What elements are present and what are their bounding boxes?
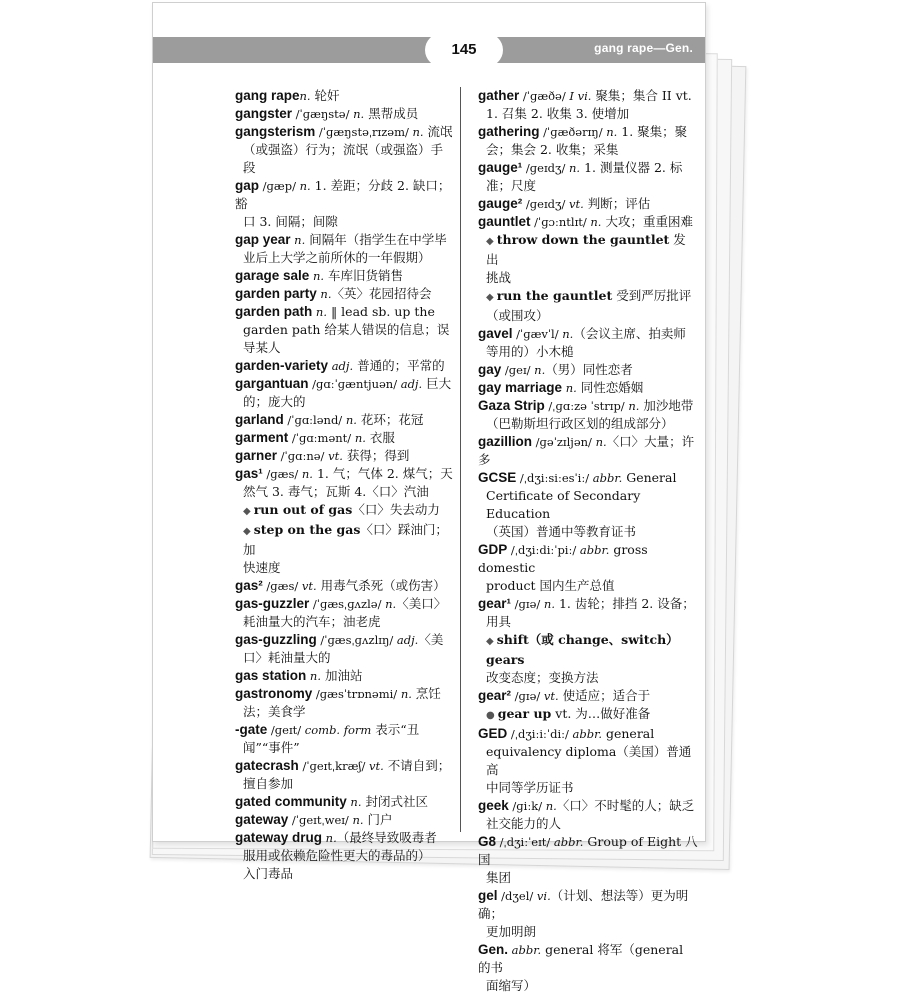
dictionary-line <box>235 829 453 847</box>
phonetic: /ˈɡæðə/ <box>519 89 566 103</box>
dictionary-line <box>478 195 698 213</box>
part-of-speech: n. <box>591 435 607 449</box>
definition-text: general <box>602 726 655 741</box>
dictionary-line <box>235 577 453 595</box>
dictionary-line <box>235 339 453 357</box>
part-of-speech: abbr. <box>568 727 602 741</box>
phonetic: /ɡeɪdʒ/ <box>522 161 566 175</box>
definition-text: Certificate of Secondary Education <box>486 488 641 521</box>
diamond-bullet-icon: ◆ <box>243 506 251 517</box>
definition-text: 轮奸 <box>310 88 340 103</box>
dictionary-line <box>478 833 698 869</box>
dictionary-line <box>478 523 698 541</box>
part-of-speech: n. <box>299 89 311 103</box>
definition-text: 黑帮成员 <box>364 106 419 121</box>
definition-text: 使适应；适合于 <box>558 688 651 703</box>
headword: gangsterism <box>235 124 316 139</box>
part-of-speech: n. <box>624 399 640 413</box>
part-of-speech: n. <box>290 233 306 247</box>
dictionary-line <box>478 213 698 231</box>
phonetic: /ɡæs/ <box>262 579 299 593</box>
definition-text: garden path 给某人错误的信息；误 <box>243 322 450 337</box>
definition-text: 耗油量大的汽车；油老虎 <box>243 614 381 629</box>
dictionary-line <box>235 123 453 141</box>
definition-text: 等用的）小木槌 <box>486 344 574 359</box>
phonetic: /ˈɡɑːnə/ <box>277 449 325 463</box>
dictionary-line <box>235 411 453 429</box>
headword: Gaza Strip <box>478 398 545 413</box>
headword: GCSE <box>478 470 517 485</box>
definition-text: 花环；花冠 <box>356 412 424 427</box>
dictionary-line <box>235 447 453 465</box>
phonetic: /ɡəˈzɪljən/ <box>532 435 592 449</box>
dictionary-line <box>235 141 453 177</box>
dictionary-line <box>235 303 453 321</box>
definition-text: 会；集会 2. 收集；采集 <box>486 142 619 157</box>
dictionary-line <box>478 869 698 887</box>
dictionary-line <box>235 267 453 285</box>
part-of-speech: n. <box>602 125 618 139</box>
definition-text: 〈英〉花园招待会 <box>331 286 432 301</box>
phonetic: /ɡæp/ <box>259 179 296 193</box>
dictionary-line <box>478 797 698 815</box>
part-of-speech: adj. <box>328 359 354 373</box>
dictionary-line <box>235 87 453 105</box>
dictionary-line <box>478 325 698 343</box>
dictionary-line <box>235 483 453 501</box>
dictionary-line <box>478 287 698 307</box>
definition-text: 准；尺度 <box>486 178 537 193</box>
definition-text: 业后上大学之前所休的一年假期） <box>243 250 431 265</box>
headword: gay <box>478 362 502 377</box>
part-of-speech: n. <box>342 413 357 427</box>
definition-text: （英国）普通中等教育证书 <box>486 524 637 539</box>
part-of-speech: n. <box>381 597 397 611</box>
phonetic: /ɡæsˈtrɒnəmi/ <box>312 687 398 701</box>
phonetic: /ɡeɪdʒ/ <box>522 197 566 211</box>
definition-text: 口 3. 间隔；间隙 <box>243 214 338 229</box>
dictionary-line <box>478 705 698 725</box>
dictionary-line <box>235 521 453 559</box>
definition-text: 烹饪 <box>411 686 441 701</box>
headword: gas¹ <box>235 466 263 481</box>
headword: garage sale <box>235 268 310 283</box>
part-of-speech: n. <box>558 327 574 341</box>
headword: gavel <box>478 326 513 341</box>
phonetic: /ɡæs/ <box>262 467 299 481</box>
dictionary-line <box>235 703 453 721</box>
dictionary-line <box>478 177 698 195</box>
definition-text: 〈美 <box>418 632 444 647</box>
definition-text: Group of Eight 八国 <box>478 834 698 867</box>
dictionary-line <box>235 429 453 447</box>
headword: garden party <box>235 286 317 301</box>
dictionary-line <box>235 321 453 339</box>
definition-text: 闻”“事件” <box>243 740 300 755</box>
part-of-speech: vt. <box>365 759 384 773</box>
definition-text: 入门毒品 <box>243 866 294 881</box>
headword: garment <box>235 430 289 445</box>
definition-text: 受到严厉批评 <box>612 288 692 303</box>
headword: gathering <box>478 124 540 139</box>
headword: gauge² <box>478 196 523 211</box>
definition-text: general 将军（general 的书 <box>478 942 684 975</box>
part-of-speech: abbr. <box>589 471 623 485</box>
phonetic: /ˈɡæŋstə/ <box>292 107 350 121</box>
dictionary-line <box>478 159 698 177</box>
definition-text: （最终导致吸毒者 <box>336 830 437 845</box>
part-of-speech: n. <box>530 363 546 377</box>
part-of-speech: n. <box>349 107 365 121</box>
definition-text: 流氓 <box>423 124 453 139</box>
dictionary-line <box>478 361 698 379</box>
definition-text: 同性恋婚姻 <box>576 380 644 395</box>
definition-text: 发出 <box>486 232 686 267</box>
dictionary-line <box>478 415 698 433</box>
dictionary-line <box>235 393 453 411</box>
phrase: run the gauntlet <box>496 288 613 303</box>
page-number: 145 <box>425 33 503 67</box>
phonetic: /ˈɡɑːlənd/ <box>283 413 343 427</box>
dot-bullet-icon: ● <box>486 710 495 721</box>
headword: gear² <box>478 688 512 703</box>
definition-text: vt. 为…做好准备 <box>551 706 651 721</box>
dictionary-line <box>478 123 698 141</box>
headword: GED <box>478 726 508 741</box>
phrase: step on the gas <box>253 522 361 537</box>
dictionary-line <box>235 285 453 303</box>
dictionary-line <box>478 725 698 743</box>
definition-text: 导某人 <box>243 340 281 355</box>
part-of-speech: n. <box>309 269 325 283</box>
definition-text: 〈口〉大量；许多 <box>478 434 695 467</box>
phrase: shift（或 change、switch）gears <box>486 632 679 667</box>
dictionary-line <box>478 779 698 797</box>
definition-text: 门户 <box>363 812 393 827</box>
part-of-speech: n. <box>565 161 581 175</box>
phonetic: /ˈɡæsˌɡʌzlɪŋ/ <box>316 633 394 647</box>
part-of-speech: n. <box>316 287 332 301</box>
part-of-speech: n. <box>397 687 412 701</box>
definition-text: 封闭式社区 <box>361 794 428 809</box>
headword: gastronomy <box>235 686 313 701</box>
definition-text: 用毒气杀死（或伤害） <box>316 578 446 593</box>
definition-text: equivalency diploma（美国）普通高 <box>486 744 692 777</box>
part-of-speech: n. <box>322 831 337 845</box>
definition-text: 〈口〉踩油门；加 <box>243 522 448 557</box>
dictionary-line <box>235 559 453 577</box>
phonetic: /ɡiːk/ <box>508 799 543 813</box>
dictionary-line <box>235 501 453 521</box>
part-of-speech: abbr. <box>508 943 542 957</box>
definition-text: 用具 <box>486 614 512 629</box>
headword: gel <box>478 888 498 903</box>
phonetic: /ˌdʒiːdiːˈpiː/ <box>507 543 577 557</box>
definition-text: product 国内生产总值 <box>486 578 615 593</box>
part-of-speech: abbr. <box>576 543 610 557</box>
dictionary-line <box>235 465 453 483</box>
part-of-speech: n. <box>542 799 557 813</box>
dictionary-line <box>235 177 453 213</box>
dictionary-line <box>235 739 453 757</box>
dictionary-line <box>478 577 698 595</box>
right-column <box>478 87 698 995</box>
definition-text: ‖ lead sb. up the <box>326 304 435 319</box>
headword: Gen. <box>478 942 509 957</box>
dictionary-line <box>478 141 698 159</box>
definition-text: 1. 测量仪器 2. 标 <box>580 160 683 175</box>
phonetic: /ˈɡeɪtˌweɪ/ <box>288 813 349 827</box>
dictionary-line <box>235 757 453 775</box>
headword: gatecrash <box>235 758 299 773</box>
part-of-speech: vt. <box>565 197 584 211</box>
part-of-speech: n. <box>346 795 362 809</box>
diamond-bullet-icon: ◆ <box>486 292 494 303</box>
dictionary-line <box>478 887 698 923</box>
phonetic: /ˈɡæðərɪŋ/ <box>539 125 603 139</box>
phonetic: /ˌdʒiːsiːesˈiː/ <box>516 471 590 485</box>
dictionary-line <box>478 487 698 523</box>
running-head: gang rape—Gen. <box>594 41 693 55</box>
definition-text: 表示“丑 <box>371 722 420 737</box>
definition-text: 口〉耗油量大的 <box>243 650 331 665</box>
definition-text: 服用或依赖危险性更大的毒品的） <box>243 848 431 863</box>
dictionary-line <box>478 379 698 397</box>
headword: gauge¹ <box>478 160 523 175</box>
definition-text: 聚集；集合 II vt. <box>591 88 692 103</box>
headword: gather <box>478 88 520 103</box>
dictionary-line <box>478 669 698 687</box>
dictionary-line <box>478 687 698 705</box>
headword: GDP <box>478 542 508 557</box>
part-of-speech: vt. <box>298 579 317 593</box>
part-of-speech: vi. <box>533 889 551 903</box>
part-of-speech: n. <box>348 813 364 827</box>
headword: gas-guzzler <box>235 596 310 611</box>
dictionary-line <box>478 343 698 361</box>
phonetic: /ˈɡɔːntlɪt/ <box>530 215 587 229</box>
definition-text: 〈口〉不时髦的人；缺乏 <box>556 798 695 813</box>
dictionary-page <box>152 2 706 993</box>
headword: G8 <box>478 834 497 849</box>
headword: gargantuan <box>235 376 309 391</box>
headword: gear¹ <box>478 596 512 611</box>
dictionary-line <box>478 433 698 469</box>
phonetic: /dʒel/ <box>497 889 534 903</box>
definition-text: 法；美食学 <box>243 704 306 719</box>
dictionary-line <box>235 631 453 649</box>
headword: gazillion <box>478 434 532 449</box>
phonetic: /ˈɡæsˌɡʌzlə/ <box>309 597 382 611</box>
phonetic: /ˌdʒiːiːˈdiː/ <box>507 727 569 741</box>
definition-text: 的；庞大的 <box>243 394 306 409</box>
definition-text: General <box>622 470 677 485</box>
phonetic: /ˌdʒiːˈeɪt/ <box>496 835 551 849</box>
definition-text: 车库旧货销售 <box>324 268 403 283</box>
headword: gangster <box>235 106 293 121</box>
part-of-speech: abbr. <box>550 835 584 849</box>
dictionary-line <box>478 743 698 779</box>
phonetic: /ɡɪə/ <box>511 597 541 611</box>
dictionary-line <box>235 249 453 267</box>
part-of-speech: adj. <box>393 633 419 647</box>
definition-text: 1. 召集 2. 收集 3. 使增加 <box>486 106 630 121</box>
dictionary-line <box>478 815 698 833</box>
headword: gap <box>235 178 260 193</box>
dictionary-line <box>235 105 453 123</box>
diamond-bullet-icon: ◆ <box>486 636 494 647</box>
dictionary-line <box>478 541 698 577</box>
dictionary-line <box>235 213 453 231</box>
headword: gated community <box>235 794 347 809</box>
phonetic: /ɡeɪt/ <box>267 723 302 737</box>
headword: gap year <box>235 232 291 247</box>
part-of-speech: comb. form <box>301 723 372 737</box>
diamond-bullet-icon: ◆ <box>486 236 494 247</box>
definition-text: 挑战 <box>486 270 512 285</box>
part-of-speech: vt. <box>324 449 343 463</box>
dictionary-line <box>478 977 698 995</box>
definition-text: 更加明朗 <box>486 924 537 939</box>
dictionary-line <box>235 865 453 883</box>
part-of-speech: n. <box>312 305 327 319</box>
part-of-speech: n. <box>298 467 313 481</box>
headword: gay marriage <box>478 380 563 395</box>
column-divider <box>460 87 461 832</box>
definition-text: 大攻；重重困难 <box>601 214 693 229</box>
dictionary-line <box>478 613 698 631</box>
dictionary-line <box>235 775 453 793</box>
phonetic: /ɡɪə/ <box>511 689 541 703</box>
dictionary-line <box>478 105 698 123</box>
definition-text: 1. 齿轮；排挡 2. 设备； <box>554 596 695 611</box>
phonetic: /ˈɡeɪtˌkræʃ/ <box>298 759 366 773</box>
dictionary-line <box>478 595 698 613</box>
dictionary-line <box>478 469 698 487</box>
definition-text: 快速度 <box>243 560 281 575</box>
dictionary-line <box>235 685 453 703</box>
definition-text: 获得；得到 <box>342 448 410 463</box>
part-of-speech: I vi. <box>565 89 592 103</box>
dictionary-line <box>235 667 453 685</box>
definition-text: 改变态度；变换方法 <box>486 670 599 685</box>
dictionary-line <box>235 357 453 375</box>
definition-text: （巴勒斯坦行政区划的组成部分） <box>486 416 674 431</box>
headword: garden path <box>235 304 313 319</box>
headword: garland <box>235 412 284 427</box>
dictionary-line <box>235 793 453 811</box>
dictionary-line <box>478 397 698 415</box>
headword: geek <box>478 798 509 813</box>
definition-text: 加油站 <box>320 668 363 683</box>
dictionary-line <box>235 595 453 613</box>
diamond-bullet-icon: ◆ <box>243 526 251 537</box>
headword: gas² <box>235 578 263 593</box>
definition-text: 1. 差距；分歧 2. 缺口；豁 <box>235 178 451 211</box>
definition-text: 社交能力的人 <box>486 816 562 831</box>
definition-text: 〈口〉失去动力 <box>352 502 440 517</box>
definition-text: （会议主席、拍卖师 <box>573 326 686 341</box>
definition-text: gross domestic <box>478 542 648 575</box>
dictionary-line <box>235 375 453 393</box>
definition-text: （或围攻） <box>486 308 549 323</box>
definition-text: 1. 气；气体 2. 煤气；天 <box>312 466 453 481</box>
definition-text: 加沙地带 <box>639 398 694 413</box>
dictionary-line <box>478 307 698 325</box>
phonetic: /ˈɡæŋstəˌrɪzəm/ <box>315 125 409 139</box>
part-of-speech: n. <box>408 125 424 139</box>
definition-text: 判断；评估 <box>583 196 651 211</box>
headword: gateway drug <box>235 830 323 845</box>
phrase: throw down the gauntlet <box>496 232 670 247</box>
definition-text: 衣服 <box>365 430 395 445</box>
headword: gateway <box>235 812 289 827</box>
dictionary-line <box>235 721 453 739</box>
definition-text: 擅自参加 <box>243 776 294 791</box>
part-of-speech: n. <box>295 179 311 193</box>
definition-text: 面缩写） <box>486 978 537 993</box>
phonetic: /ɡɑːˈɡæntjuən/ <box>308 377 398 391</box>
headword: garner <box>235 448 278 463</box>
phrase: run out of gas <box>253 502 353 517</box>
headword: gauntlet <box>478 214 531 229</box>
headword: gas station <box>235 668 307 683</box>
dictionary-line <box>235 231 453 249</box>
phonetic: /ɡeɪ/ <box>501 363 531 377</box>
part-of-speech: vt. <box>540 689 559 703</box>
phrase: gear up <box>497 706 552 721</box>
part-of-speech: n. <box>586 215 602 229</box>
definition-text: 〈美口〉 <box>396 596 447 611</box>
part-of-speech: adj. <box>397 377 423 391</box>
dictionary-line <box>478 231 698 269</box>
part-of-speech: n. <box>306 669 321 683</box>
definition-text: 然气 3. 毒气；瓦斯 4.〈口〉汽油 <box>243 484 429 499</box>
definition-text: 集团 <box>486 870 512 885</box>
dictionary-line <box>478 269 698 287</box>
dictionary-line <box>478 631 698 669</box>
dictionary-line <box>478 87 698 105</box>
dictionary-line <box>235 613 453 631</box>
dictionary-line <box>478 941 698 977</box>
part-of-speech: n. <box>562 381 577 395</box>
definition-text: 1. 聚集；聚 <box>617 124 688 139</box>
headword: gang rape <box>235 88 300 103</box>
part-of-speech: n. <box>351 431 366 445</box>
definition-text: 中同等学历证书 <box>486 780 574 795</box>
headword: -gate <box>235 722 268 737</box>
definition-text: （或强盗）行为；流氓（或强盗）手段 <box>243 142 444 175</box>
dictionary-line <box>478 923 698 941</box>
dictionary-line <box>235 847 453 865</box>
phonetic: /ˈɡævˈl/ <box>512 327 559 341</box>
definition-text: （计划、想法等）更为明确； <box>478 888 689 921</box>
dictionary-line <box>235 811 453 829</box>
headword: gas-guzzling <box>235 632 317 647</box>
headword: garden-variety <box>235 358 329 373</box>
definition-text: 普通的；平常的 <box>353 358 445 373</box>
part-of-speech: n. <box>540 597 555 611</box>
dictionary-line <box>235 649 453 667</box>
definition-text: （男）同性恋者 <box>545 362 633 377</box>
definition-text: 巨大 <box>422 376 452 391</box>
definition-text: 间隔年（指学生在中学毕 <box>305 232 447 247</box>
definition-text: 不请自到； <box>383 758 451 773</box>
phonetic: /ˈɡɑːmənt/ <box>288 431 352 445</box>
phonetic: /ˌɡɑːzə ˈstrɪp/ <box>544 399 625 413</box>
left-column <box>235 87 453 883</box>
